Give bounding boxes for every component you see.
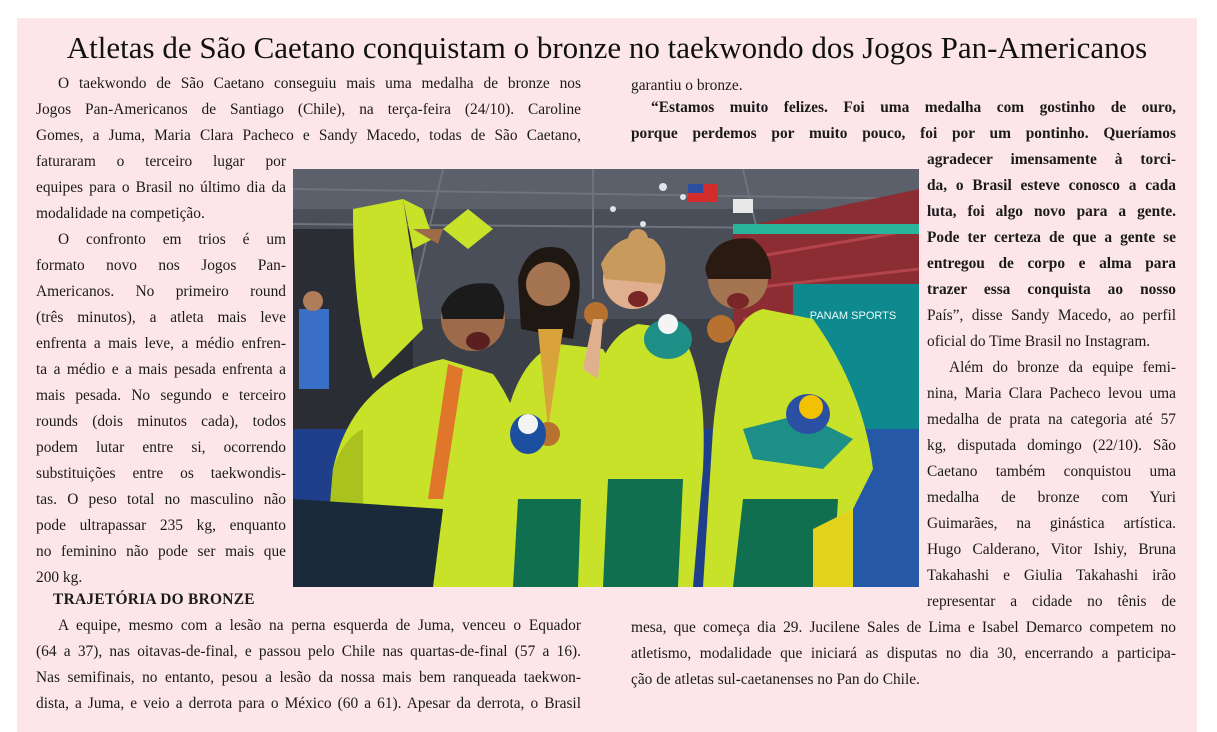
body-line: O confronto em trios é um — [58, 231, 286, 248]
quote-line: da, o Brasil esteve conosco a cada — [927, 177, 1176, 194]
body-line: representar a cidade no tênis de — [927, 593, 1176, 610]
body-line: Americanos. No primeiro round — [36, 283, 286, 300]
quote-line: luta, foi algo novo para a gente. — [927, 203, 1176, 220]
body-line: Guimarães, na ginástica artística. — [927, 515, 1176, 532]
quote-line: trazer essa conquista ao nosso — [927, 281, 1176, 298]
body-line: rounds (dois minutos cada), todos — [36, 413, 286, 430]
body-line: modalidade na competição. — [36, 205, 205, 222]
quote-line: agradecer imensamente à torci- — [927, 151, 1176, 168]
body-line: Jogos Pan-Americanos de Santiago (Chile), na terça-feira (24/10). Caroline — [36, 101, 581, 118]
body-line: (64 a 37), nas oitavas-de-final, e passou pelo Chile nas quartas-de-final (57 a 16). — [36, 643, 581, 660]
body-line: oficial do Time Brasil no Instagram. — [927, 333, 1151, 350]
body-line: formato novo nos Jogos Pan- — [36, 257, 286, 274]
body-line: equipes para o Brasil no último dia da — [36, 179, 286, 196]
body-line: dista, a Juma, e veio a derrota para o México (60 a 61). Apesar da derrota, o Brasil — [36, 695, 581, 712]
body-line: no feminino não pode ser mais que — [36, 543, 286, 560]
body-line: enfrenta a mais leve, a médio enfren- — [36, 335, 286, 352]
body-line: ção de atletas sul-caetanenses no Pan do Chile. — [631, 671, 920, 688]
body-line: faturaram o terceiro lugar por — [36, 153, 286, 170]
article-headline: Atletas de São Caetano conquistam o bronze no taekwondo dos Jogos Pan-Americanos — [66, 30, 1148, 65]
body-line: Nas semifinais, no entanto, pesou a lesão da nossa mais bem ranqueada taekwon- — [36, 669, 581, 686]
body-line: tas. O peso total no masculino não — [36, 491, 286, 508]
quote-line: porque perdemos por muito pouco, foi por um pontinho. Queríamos — [631, 125, 1176, 142]
body-line: mais pesada. No segundo e terceiro — [36, 387, 286, 404]
body-line: ta a médio e a mais pesada enfrenta a — [36, 361, 286, 378]
body-line: Caetano também conquistou uma — [927, 463, 1176, 480]
quote-line: “Estamos muito felizes. Foi uma medalha com gostinho de ouro, — [651, 99, 1176, 116]
body-line: pode ultrapassar 235 kg, enquanto — [36, 517, 286, 534]
body-line: garantiu o bronze. — [631, 77, 743, 94]
body-line: País”, disse Sandy Macedo, ao perfil — [927, 307, 1176, 324]
body-line: medalha de prata na categoria até 57 — [927, 411, 1176, 428]
body-line: kg, disputada domingo (22/10). São — [927, 437, 1176, 454]
body-line: O taekwondo de São Caetano conseguiu mais uma medalha de bronze nos — [58, 75, 581, 92]
body-line: mesa, que começa dia 29. Jucilene Sales de Lima e Isabel Demarco competem no — [631, 619, 1176, 636]
section-subhead: TRAJETÓRIA DO BRONZE — [53, 591, 255, 608]
body-line: 200 kg. — [36, 569, 83, 586]
body-line: Hugo Calderano, Vitor Ishiy, Bruna — [927, 541, 1176, 558]
body-line: nina, Maria Clara Pacheco levou uma — [927, 385, 1176, 402]
body-line: atletismo, modalidade que iniciará as disputas no dia 30, encerrando a participa- — [631, 645, 1176, 662]
body-line: podem lutar entre si, ocorrendo — [36, 439, 286, 456]
body-line: Além do bronze da equipe femi- — [949, 359, 1176, 376]
body-line: Takahashi e Giulia Takahashi irão — [927, 567, 1176, 584]
body-line: medalha de bronze com Yuri — [927, 489, 1176, 506]
quote-line: entregou de corpo e alma para — [927, 255, 1176, 272]
quote-line: Pode ter certeza de que a gente se — [927, 229, 1176, 246]
newspaper-article — [17, 18, 1197, 732]
body-line: substituições entre os taekwondis- — [36, 465, 286, 482]
body-line: A equipe, mesmo com a lesão na perna esquerda de Juma, venceu o Equador — [58, 617, 581, 634]
body-line: (três minutos), a atleta mais leve — [36, 309, 286, 326]
team-photo — [293, 169, 919, 587]
team-photo-illustration — [293, 169, 919, 587]
body-line: Gomes, a Juma, Maria Clara Pacheco e Sandy Macedo, todas de São Caetano, — [36, 127, 581, 144]
panam-sports-banner: PANAM SPORTS — [809, 310, 897, 322]
